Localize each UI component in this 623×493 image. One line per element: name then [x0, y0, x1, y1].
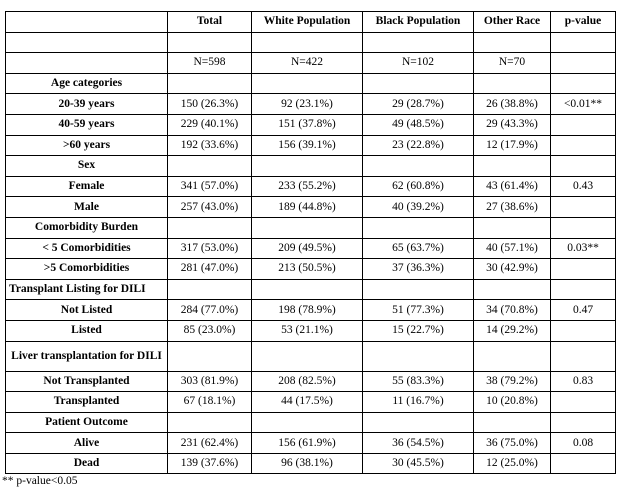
table-cell	[168, 73, 252, 94]
table-row	[6, 392, 616, 413]
table-cell	[551, 259, 616, 280]
table-row	[6, 259, 616, 280]
table-cell: 37 (36.3%)	[363, 259, 474, 280]
section-row	[6, 279, 616, 300]
row-label: 40-59 years	[6, 114, 168, 135]
table-cell: 26 (38.8%)	[474, 94, 551, 115]
table-cell	[252, 156, 363, 177]
table-cell: 44 (17.5%)	[252, 392, 363, 413]
table-row	[6, 238, 616, 259]
section-row	[6, 156, 616, 177]
table-cell: 0.83	[551, 371, 616, 392]
table-cell: 14 (29.2%)	[474, 320, 551, 341]
table-cell	[551, 114, 616, 135]
table-cell	[551, 156, 616, 177]
table-cell	[551, 197, 616, 218]
table-cell	[551, 279, 616, 300]
table-cell	[363, 279, 474, 300]
table-cell: 30 (45.5%)	[363, 453, 474, 474]
header-cell-other: Other Race	[474, 12, 551, 33]
table-cell: 55 (83.3%)	[363, 371, 474, 392]
header-cell-black: Black Population	[363, 12, 474, 33]
table-cell	[252, 341, 363, 371]
table-cell	[474, 341, 551, 371]
row-label: Comorbidity Burden	[6, 217, 168, 238]
n-cell-total: N=598	[168, 53, 252, 74]
table-row	[6, 453, 616, 474]
row-label: Male	[6, 197, 168, 218]
table-cell: 10 (20.8%)	[474, 392, 551, 413]
table-row	[6, 176, 616, 197]
table-cell: 209 (49.5%)	[252, 238, 363, 259]
table-cell	[551, 341, 616, 371]
table-cell	[252, 279, 363, 300]
table-cell	[474, 73, 551, 94]
table-cell	[168, 341, 252, 371]
table-cell: 27 (38.6%)	[474, 197, 551, 218]
table-cell: 96 (38.1%)	[252, 453, 363, 474]
table-row	[6, 135, 616, 156]
row-label: >5 Comorbidities	[6, 259, 168, 280]
table-row	[6, 94, 616, 115]
row-label: Female	[6, 176, 168, 197]
table-cell: 284 (77.0%)	[168, 300, 252, 321]
table-cell	[474, 412, 551, 433]
table-cell: 150 (26.3%)	[168, 94, 252, 115]
n-cell-other: N=70	[474, 53, 551, 74]
table-cell: 317 (53.0%)	[168, 238, 252, 259]
table-cell: 36 (54.5%)	[363, 433, 474, 454]
table-cell	[551, 320, 616, 341]
table-row	[6, 300, 616, 321]
row-label: 20-39 years	[6, 94, 168, 115]
section-row	[6, 341, 616, 371]
table-cell: 43 (61.4%)	[474, 176, 551, 197]
table-cell	[551, 412, 616, 433]
table-cell: 281 (47.0%)	[168, 259, 252, 280]
table-cell	[551, 73, 616, 94]
table-cell	[168, 279, 252, 300]
table-cell	[252, 217, 363, 238]
table-cell: 85 (23.0%)	[168, 320, 252, 341]
table-cell: <0.01**	[551, 94, 616, 115]
table-cell: 38 (79.2%)	[474, 371, 551, 392]
table-row	[6, 371, 616, 392]
table-cell: 65 (63.7%)	[363, 238, 474, 259]
table-cell: 189 (44.8%)	[252, 197, 363, 218]
header-cell-pvalue: p-value	[551, 12, 616, 33]
table-cell	[474, 279, 551, 300]
header-cell-white: White Population	[252, 12, 363, 33]
table-cell: 139 (37.6%)	[168, 453, 252, 474]
table-cell: 53 (21.1%)	[252, 320, 363, 341]
table-cell: 29 (28.7%)	[363, 94, 474, 115]
table-cell: 208 (82.5%)	[252, 371, 363, 392]
table-cell: 0.03**	[551, 238, 616, 259]
table-cell	[551, 392, 616, 413]
table-cell	[363, 341, 474, 371]
row-label: Patient Outcome	[6, 412, 168, 433]
table-cell: 30 (42.9%)	[474, 259, 551, 280]
table-cell	[168, 156, 252, 177]
data-table-container	[2, 11, 616, 487]
table-row	[6, 197, 616, 218]
section-row	[6, 217, 616, 238]
table-cell: 233 (55.2%)	[252, 176, 363, 197]
table-cell	[363, 217, 474, 238]
footnote: ** p-value<0.05	[2, 475, 78, 487]
header-cell-blank	[6, 12, 168, 33]
table-cell: 231 (62.4%)	[168, 433, 252, 454]
row-label: Liver transplantation for DILI	[6, 341, 168, 371]
table-cell: 40 (39.2%)	[363, 197, 474, 218]
table-cell: 192 (33.6%)	[168, 135, 252, 156]
table-cell: 67 (18.1%)	[168, 392, 252, 413]
table-cell	[551, 217, 616, 238]
table-cell	[363, 412, 474, 433]
table-cell: 29 (43.3%)	[474, 114, 551, 135]
table-cell	[252, 412, 363, 433]
table-cell: 156 (61.9%)	[252, 433, 363, 454]
row-label: Not Transplanted	[6, 371, 168, 392]
table-cell: 229 (40.1%)	[168, 114, 252, 135]
section-row	[6, 73, 616, 94]
table-cell: 36 (75.0%)	[474, 433, 551, 454]
table-cell: 92 (23.1%)	[252, 94, 363, 115]
row-label: < 5 Comorbidities	[6, 238, 168, 259]
table-cell	[168, 217, 252, 238]
header-cell-total: Total	[168, 12, 252, 33]
row-label: Not Listed	[6, 300, 168, 321]
table-row	[6, 320, 616, 341]
row-label: Dead	[6, 453, 168, 474]
table-cell: 15 (22.7%)	[363, 320, 474, 341]
table-cell	[551, 135, 616, 156]
row-label: Listed	[6, 320, 168, 341]
row-label: Age categories	[6, 73, 168, 94]
table-cell: 23 (22.8%)	[363, 135, 474, 156]
table-cell	[363, 73, 474, 94]
table-cell: 40 (57.1%)	[474, 238, 551, 259]
table-cell: 213 (50.5%)	[252, 259, 363, 280]
table-cell: 151 (37.8%)	[252, 114, 363, 135]
header-row	[6, 12, 616, 33]
spacer-row	[6, 32, 616, 53]
table-cell: 51 (77.3%)	[363, 300, 474, 321]
table-cell: 198 (78.9%)	[252, 300, 363, 321]
table-cell: 303 (81.9%)	[168, 371, 252, 392]
table-cell: 0.43	[551, 176, 616, 197]
demographics-table	[5, 11, 616, 474]
table-cell: 341 (57.0%)	[168, 176, 252, 197]
table-cell: 0.47	[551, 300, 616, 321]
table-cell	[551, 453, 616, 474]
n-row	[6, 53, 616, 74]
table-row	[6, 433, 616, 454]
table-cell	[252, 73, 363, 94]
table-cell: 11 (16.7%)	[363, 392, 474, 413]
row-label: Sex	[6, 156, 168, 177]
table-cell: 49 (48.5%)	[363, 114, 474, 135]
table-row	[6, 114, 616, 135]
section-row	[6, 412, 616, 433]
table-cell	[363, 156, 474, 177]
row-label: >60 years	[6, 135, 168, 156]
table-cell: 34 (70.8%)	[474, 300, 551, 321]
table-cell: 12 (25.0%)	[474, 453, 551, 474]
table-cell: 257 (43.0%)	[168, 197, 252, 218]
row-label: Alive	[6, 433, 168, 454]
table-cell: 62 (60.8%)	[363, 176, 474, 197]
n-cell-pvalue	[551, 53, 616, 74]
table-cell	[474, 217, 551, 238]
table-cell: 156 (39.1%)	[252, 135, 363, 156]
row-label: Transplant Listing for DILI	[6, 279, 168, 300]
table-cell: 0.08	[551, 433, 616, 454]
row-label: Transplanted	[6, 392, 168, 413]
n-cell-white: N=422	[252, 53, 363, 74]
table-cell	[168, 412, 252, 433]
table-cell	[474, 156, 551, 177]
n-cell-black: N=102	[363, 53, 474, 74]
n-cell-blank	[6, 53, 168, 74]
table-cell: 12 (17.9%)	[474, 135, 551, 156]
